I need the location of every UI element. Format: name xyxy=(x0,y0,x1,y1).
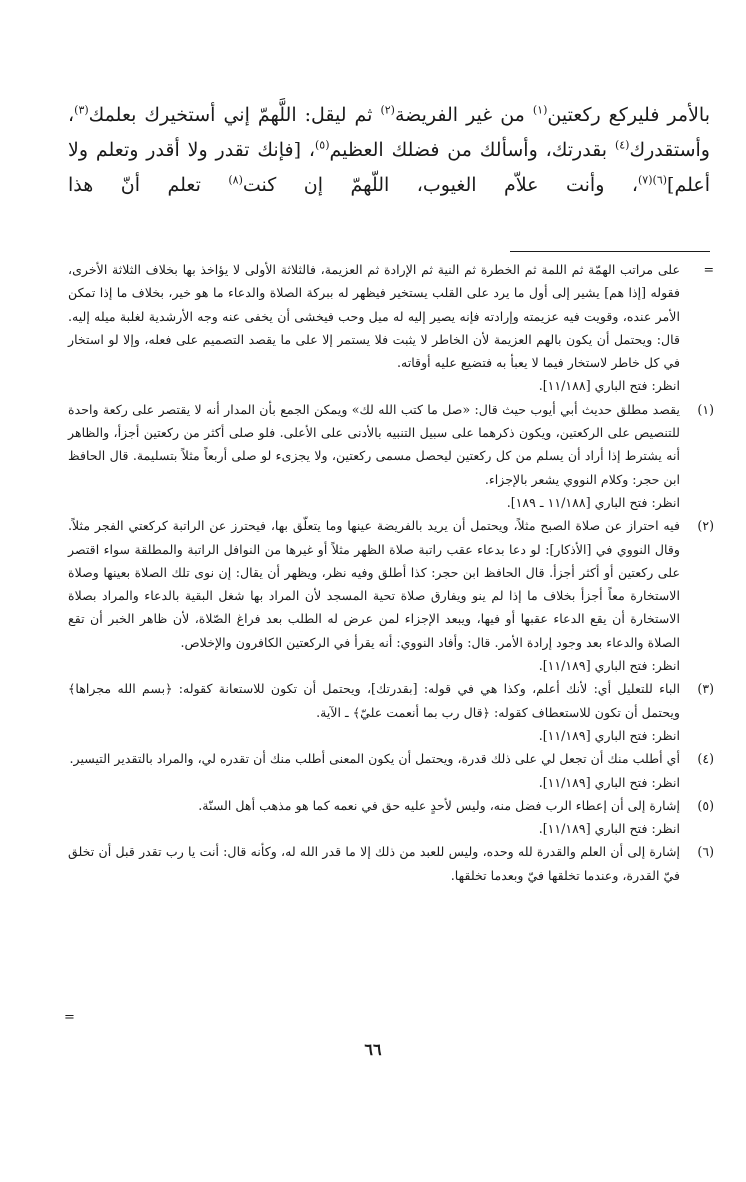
footnote-text: إشارة إلى أن العلم والقدرة لله وحده، وليس للعبد من ذلك إلا ما قدر الله له، وكأنه قال: أنت يا رب تقدر قبل أن تخلق فيّ القدرة، وعندما تخلقها فيّ وبعدما تخلقها. xyxy=(68,844,680,883)
footnote-separator xyxy=(510,251,710,252)
footnote-1 xyxy=(68,398,714,514)
main-text-line3-part-b: تعلم أنّ هذا xyxy=(68,174,229,196)
footnote-body xyxy=(68,794,680,841)
footnote-continuation xyxy=(68,258,714,398)
footnote-ref-8: (٨) xyxy=(228,173,243,187)
footnote-ref-1: (١) xyxy=(532,103,548,117)
footnote-reference: انظر: فتح الباري [١١/١٨٩]. xyxy=(538,774,680,790)
main-text-line1-part-a: بالأمر فليركع ركعتين xyxy=(547,104,710,126)
footnote-text: الباء للتعليل أي: لأنك أعلم، وكذا هي في قوله: [بقدرتك]، ويحتمل أن تكون للاستعانة كقوله: ﴿بسم الله مجراها﴾ ويحتمل أن تكون للاستعطاف كقوله: ﴿قال رب بما أنعمت عليّ﴾ ـ الآية. xyxy=(68,681,680,720)
footnote-body xyxy=(68,258,680,398)
footnote-6 xyxy=(68,840,714,887)
footnote-body xyxy=(68,398,680,514)
main-text-line1-part-c: ثم ليقل: اللَّهمّ إني أستخيرك بعلمك xyxy=(88,104,381,126)
footnote-4 xyxy=(68,747,714,794)
page-number: ٦٦ xyxy=(364,1040,382,1059)
main-text-line3-part-a: ، وأنت علاّم الغيوب، اللّهمّ إن كنت xyxy=(242,174,638,196)
continuation-marker: = xyxy=(703,262,714,277)
footnote-number: (١) xyxy=(697,401,714,417)
footnote-2 xyxy=(68,514,714,677)
footnote-number: (٢) xyxy=(697,518,714,534)
footnote-ref-4: (٤) xyxy=(614,138,630,152)
main-text xyxy=(68,98,710,203)
footnote-reference: انظر: فتح الباري [١١/١٨٨]. xyxy=(538,378,680,394)
footnote-ref-2: (٢) xyxy=(380,103,395,117)
footnote-text: إشارة إلى أن إعطاء الرب فضل منه، وليس لأحدٍ عليه حق في نعمه كما هو مذهب أهل السنّة. xyxy=(198,797,680,813)
footnote-reference: انظر: فتح الباري [١١/١٨٩]. xyxy=(538,658,680,674)
footnote-ref-7: (٧) xyxy=(638,173,653,187)
footnote-number: (٤) xyxy=(697,751,714,767)
footnote-body xyxy=(68,677,680,747)
footnote-number: (٣) xyxy=(697,681,714,697)
footnote-text: فيه احتراز عن صلاة الصبح مثلاً، ويحتمل أن يريد بالفريضة عينها وما يتعلّق بها، فيحترز عن الراتبة كركعتي الفجر مثلاً. وقال النووي في [الأذكار]: لو دعا بدعاء عقب راتبة صلاة الظهر مثلاً أو غيرها من النوافل الراتبة والمطلقة سواء اقتصر على ركعتين أو أكثر أجزأ. قال الحافظ ابن حجر: كذا أطلق وفيه نظر، ويظهر أن يقال: إن نوى تلك الصلاة بعينها وصلاة الاستخارة معاً أجزأ بخلاف ما إذا لم ينو ويفارق صلاة تحية المسجد لأن المراد بها شغل البقية بالدعاء والمراد بصلاة الاستخارة أن يقع الدعاء عقبها أو فيها، ويبعد الإجزاء لمن عرض له الطلب بعد فراغ الصّلاة، لأن ظاهر الخبر أن تقع الصلاة والدعاء بعد وجود إرادة الأمر. قال: وأفاد النووي: أنه يقرأ في الركعتين الكافرون والإخلاص. xyxy=(68,518,680,650)
main-text-line2-part-c: ، [فإنك تقدر ولا أقدر وتعلم ولا أعلم] xyxy=(68,139,710,196)
footnote-number: (٥) xyxy=(697,797,714,813)
main-text-line2-part-b: بقدرتك، وأسألك من فضلك العظيم xyxy=(329,139,615,161)
footnote-body xyxy=(68,747,680,794)
main-text-line1-part-b: من غير الفريضة xyxy=(394,104,533,126)
footnote-ref-3: (٣) xyxy=(74,103,89,117)
footnote-ref-5: (٥) xyxy=(315,138,330,152)
main-text-line2-part-a: ، وأستقدرك xyxy=(68,104,710,161)
footnote-3 xyxy=(68,677,714,747)
footnote-ref-6: (٦) xyxy=(652,173,668,187)
footnote-reference: انظر: فتح الباري [١١/١٨٩]. xyxy=(538,727,680,743)
continuation-end-marker: = xyxy=(64,1010,75,1025)
footnote-reference: انظر: فتح الباري [١١/١٨٨ ـ ١٨٩]. xyxy=(506,494,680,510)
footnote-body xyxy=(68,840,680,887)
footnote-body xyxy=(68,514,680,677)
footnote-text: على مراتب الهمّة ثم اللمة ثم الخطرة ثم النية ثم الإرادة ثم العزيمة، فالثلاثة الأولى لا يؤاخذ بها بخلاف الثلاثة الأخرى، فقوله [إذا هم] يشير إلى أول ما يرد على القلب يستخير فيظهر له ببركة الصلاة والدعاء ما هو خير، بخلاف ما إذا تمكن الأمر عنده، وقويت فيه عزيمته وإرادته فإنه يصير إليه له ميل وحب فيخشى أن يخفى عنه وجه الأرشدية لغلبة ميله إليه. قال: ويحتمل أن يكون بالهم العزيمة لأن الخاطر لا يثبت فلا يستمر إلا على ما يقصد التصميم على فعله، وإلا لو استخار في كل خاطر لاستخار فيما لا يعبأ به فتضيع عليه أوقاته. xyxy=(68,262,680,371)
footnote-text: يقصد مطلق حديث أبي أيوب حيث قال: «صل ما كتب الله لك» ويمكن الجمع بأن المدار أنه لا يقتصر على ركعة واحدة للتنصيص على الركعتين، ويكون ذكرهما على سبيل التنبيه بالأدنى على الأعلى. فلو صلى أكثر من ركعتين أجزأ، والظاهر أنه يشترط إذا أراد أن يسلم من كل ركعتين ليحصل مسمى ركعتين، ولا يجزىء لو صلى أربعاً مثلاً بتسليمة. قال الحافظ ابن حجر: وكلام النووي يشعر بالإجزاء. xyxy=(68,401,680,487)
footnote-number: (٦) xyxy=(697,844,714,860)
footnotes xyxy=(68,258,714,887)
footnote-5 xyxy=(68,794,714,841)
footnote-text: أي أطلب منك أن تجعل لي على ذلك قدرة، ويحتمل أن يكون المعنى أطلب منك أن تقدره لي، والمراد بالتقدير التيسير. xyxy=(69,751,680,767)
footnote-reference: انظر: فتح الباري [١١/١٨٩]. xyxy=(538,821,680,837)
